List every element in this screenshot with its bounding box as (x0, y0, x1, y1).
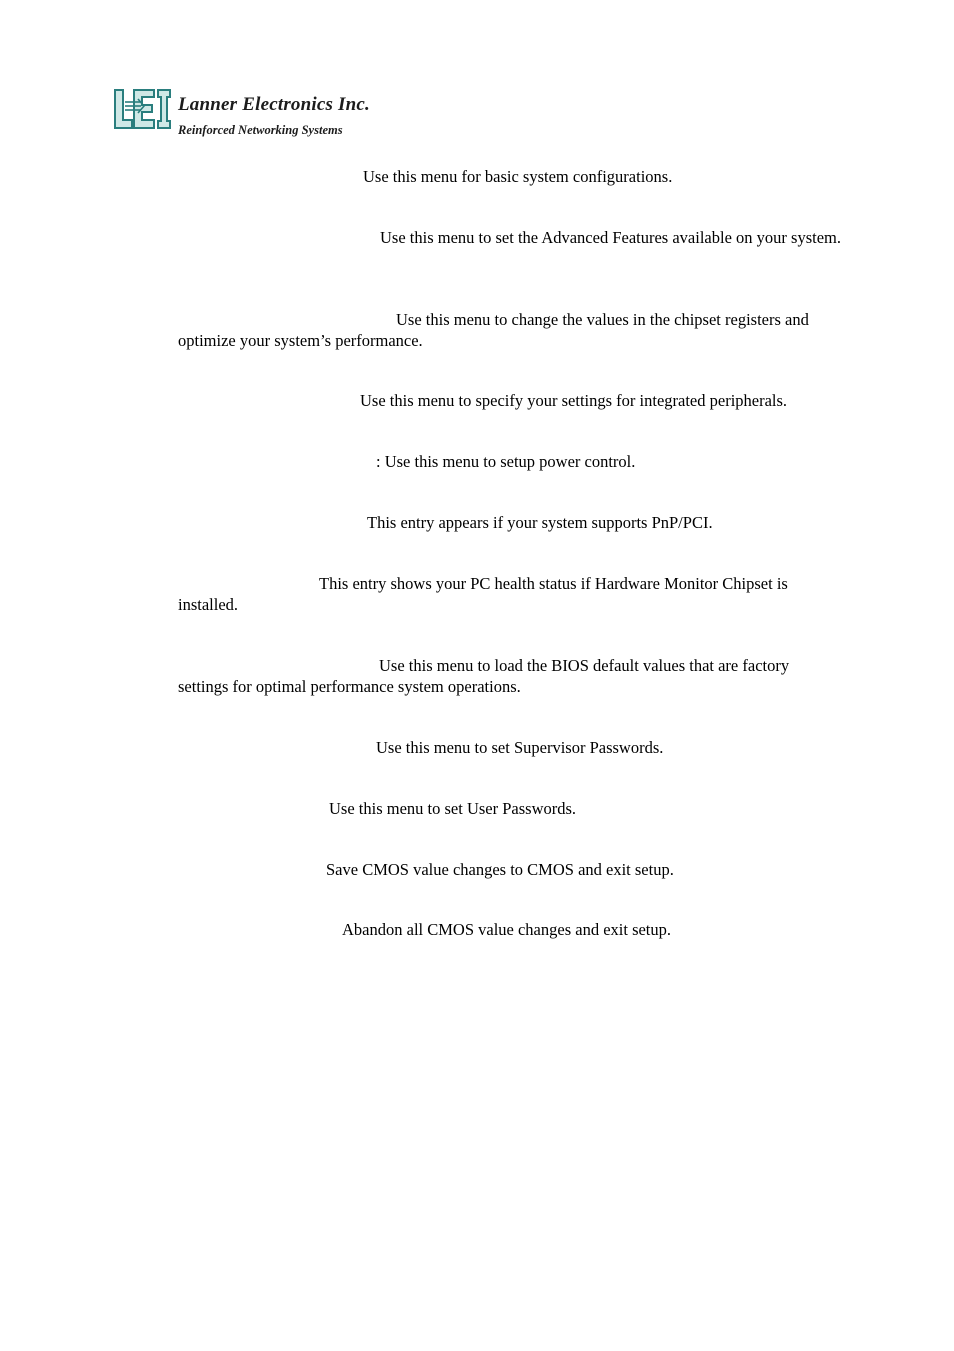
company-logo (112, 86, 404, 144)
exit-without-saving-description: Abandon all CMOS value changes and exit setup. (342, 920, 672, 939)
standard-cmos-features-description: Use this menu for basic system configurations. (363, 167, 673, 186)
set-user-password-description: Use this menu to set User Passwords. (329, 799, 577, 818)
pnp-pci-configurations-description: This entry appears if your system supports PnP/PCI. (367, 513, 713, 532)
load-defaults-description: Use this menu to load the BIOS default values that are factory settings for optimal performance system operations. (178, 656, 794, 696)
logo-subtitle: Reinforced Networking Systems (178, 123, 343, 137)
advanced-bios-features-description: Use this menu to set the Advanced Features available on your system. (380, 228, 841, 247)
lei-logo-icon (112, 88, 174, 130)
logo-title: Lanner Electronics Inc. (178, 94, 370, 115)
integrated-peripherals-description: Use this menu to specify your settings for integrated peripherals. (360, 391, 788, 410)
advanced-chipset-features-description: Use this menu to change the values in the chipset registers and optimize your system’s performance. (178, 310, 813, 350)
pc-health-status-description: This entry shows your PC health status if Hardware Monitor Chipset is installed. (178, 574, 792, 614)
power-management-setup-description: : Use this menu to setup power control. (376, 452, 636, 471)
set-supervisor-password-description: Use this menu to set Supervisor Passwords. (376, 738, 664, 757)
save-and-exit-description: Save CMOS value changes to CMOS and exit setup. (326, 860, 674, 879)
